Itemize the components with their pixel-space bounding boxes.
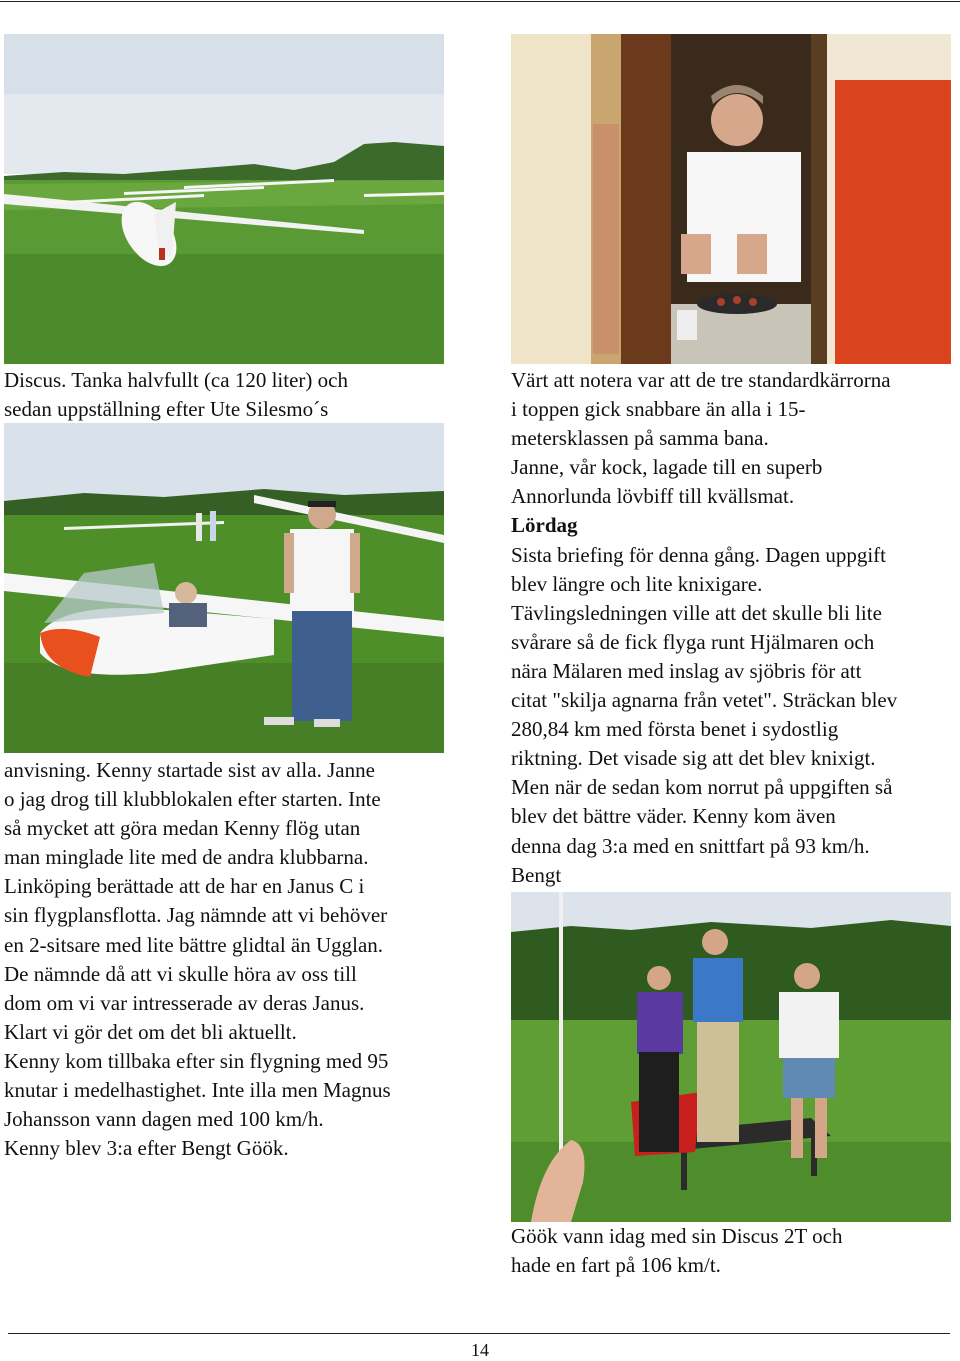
body-line: i toppen gick snabbare än alla i 15- bbox=[511, 397, 806, 422]
footer-rule bbox=[8, 1333, 950, 1334]
caption-line: hade en fart på 106 km/t. bbox=[511, 1253, 721, 1278]
caption-gliders-photo bbox=[4, 366, 348, 424]
page-number: 14 bbox=[471, 1340, 489, 1360]
body-line: denna dag 3:a med en snittfart på 93 km/h. bbox=[511, 833, 870, 858]
body-line: man minglade lite med de andra klubbarna. bbox=[4, 845, 369, 870]
body-line: Johansson vann dagen med 100 km/h. bbox=[4, 1107, 324, 1132]
body-line: knutar i medelhastighet. Inte illa men Magnus bbox=[4, 1078, 391, 1103]
body-line: svårare så de fick flyga runt Hjälmaren och bbox=[511, 629, 875, 654]
body-line: Kenny blev 3:a efter Bengt Göök. bbox=[4, 1136, 289, 1161]
body-line: Värt att notera var att de tre standardkärrorna bbox=[511, 368, 891, 392]
body-line: Kenny kom tillbaka efter sin flygning med 95 bbox=[4, 1048, 389, 1073]
caption-ceremony-photo bbox=[511, 1222, 843, 1280]
prize-ceremony-photo bbox=[511, 892, 951, 1222]
body-line: blev längre och lite knixigare. bbox=[511, 571, 763, 596]
body-line: 280,84 km med första benet i sydostlig bbox=[511, 717, 839, 742]
body-line: De nämnde då att vi skulle höra av oss till bbox=[4, 961, 357, 986]
cook-in-caravan-photo bbox=[511, 34, 951, 364]
top-rule bbox=[0, 1, 960, 2]
body-line: Men när de sedan kom norrut på uppgiften så bbox=[511, 775, 893, 800]
body-line: Klart vi gör det om det bli aktuellt. bbox=[4, 1019, 297, 1044]
body-line: o jag drog till klubblokalen efter starten. Inte bbox=[4, 787, 381, 812]
body-line: en 2-sitsare med lite bättre glidtal än Ugglan. bbox=[4, 932, 384, 957]
body-line: dom om vi var intresserade av deras Janus. bbox=[4, 990, 365, 1015]
body-line: riktning. Det visade sig att det blev knixigt. bbox=[511, 746, 876, 771]
body-line: anvisning. Kenny startade sist av alla. Janne bbox=[4, 758, 375, 782]
body-line: metersklassen på samma bana. bbox=[511, 426, 769, 451]
caption-line: sedan uppställning efter Ute Silesmo´s bbox=[4, 397, 329, 422]
body-line: nära Mälaren med inslag av sjöbris för att bbox=[511, 658, 862, 683]
body-line: blev det bättre väder. Kenny kom även bbox=[511, 804, 836, 829]
caption-line: Discus. Tanka halvfullt (ca 120 liter) och bbox=[4, 368, 348, 392]
body-line: Sista briefing för denna gång. Dagen uppgift bbox=[511, 542, 886, 567]
body-line: sin flygplansflotta. Jag nämnde att vi behöver bbox=[4, 903, 388, 928]
body-line: citat "skilja agnarna från vetet". Sträckan blev bbox=[511, 688, 898, 713]
body-line: Janne, vår kock, lagade till en superb bbox=[511, 455, 823, 480]
gliders-lineup-photo bbox=[4, 34, 444, 364]
body-line: Annorlunda lövbiff till kvällsmat. bbox=[511, 484, 795, 509]
body-line: Bengt bbox=[511, 862, 562, 887]
caption-line: Göök vann idag med sin Discus 2T och bbox=[511, 1224, 843, 1248]
pilot-in-glider-photo bbox=[4, 423, 444, 753]
body-line: Linköping berättade att de har en Janus C i bbox=[4, 874, 365, 899]
body-line: så mycket att göra medan Kenny flög utan bbox=[4, 816, 361, 841]
left-body-text bbox=[4, 756, 391, 1163]
section-heading-lordag: Lördag bbox=[511, 513, 578, 538]
body-line: Tävlingsledningen ville att det skulle bli lite bbox=[511, 600, 882, 625]
right-body-text bbox=[511, 366, 897, 890]
